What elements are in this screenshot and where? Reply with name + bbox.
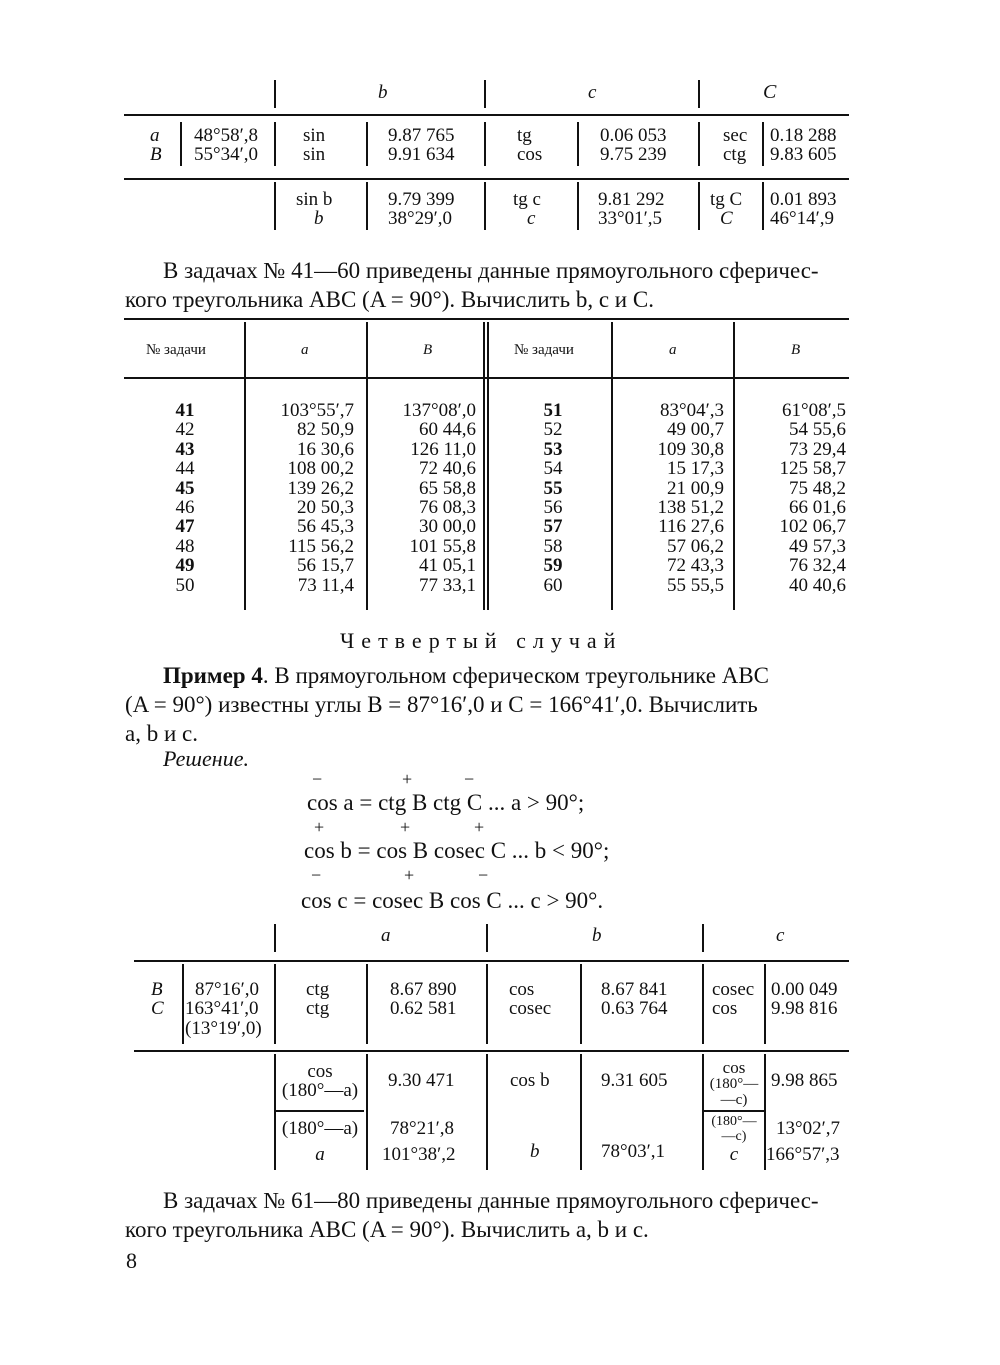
table3-fn-c bbox=[712, 980, 754, 1019]
table3-r2-fn-b: b bbox=[530, 1141, 540, 1162]
table2-cell: 58 bbox=[543, 535, 563, 557]
table2-cell: 46 bbox=[175, 497, 195, 519]
table3-r2-fn-c bbox=[704, 1114, 764, 1166]
table1-val: 0.06 053 bbox=[600, 125, 667, 146]
table3-header-divider bbox=[702, 924, 704, 952]
table1-res-fn: C bbox=[720, 208, 733, 230]
table2-header: a bbox=[301, 342, 309, 358]
example-line: a, b и c. bbox=[125, 721, 198, 746]
table2-cell: 59 bbox=[543, 555, 563, 577]
table2-cell: 52 bbox=[543, 419, 563, 441]
table1-res-fn-b bbox=[296, 190, 332, 229]
table1-val-b bbox=[388, 126, 455, 165]
table2-cell: 44 bbox=[175, 458, 195, 480]
table2-cell: 61°08′,5 bbox=[781, 400, 846, 421]
table3-rule bbox=[134, 960, 849, 962]
table2-cell: 51 bbox=[543, 400, 563, 421]
table3-r1-fn-c bbox=[704, 1060, 764, 1108]
table3-r1-val-c: 9.98 865 bbox=[771, 1070, 838, 1091]
table2-cell: 60 44,6 bbox=[419, 419, 476, 441]
table3-fn: cosec bbox=[509, 998, 552, 1020]
table2-cell: 56 45,3 bbox=[297, 516, 354, 538]
table2-cell: 49 57,3 bbox=[789, 535, 846, 557]
table2-divider bbox=[244, 322, 246, 610]
table1-angle: 55°34′,0 bbox=[194, 144, 259, 166]
sign-mark: + bbox=[474, 817, 485, 837]
table1-divider bbox=[484, 182, 486, 230]
table3-r1-fn-b: cos b bbox=[510, 1070, 550, 1091]
table3-header-c: c bbox=[776, 925, 785, 946]
table1-res-val: 9.79 399 bbox=[388, 189, 455, 210]
table2-cell: 56 15,7 bbox=[297, 555, 354, 577]
table3-fn: a bbox=[315, 1144, 325, 1165]
table2-header: B bbox=[791, 342, 801, 358]
table2-divider bbox=[366, 322, 368, 610]
table1-val-C bbox=[770, 126, 837, 165]
table1-divider bbox=[180, 122, 182, 166]
table3-r2-val-c bbox=[766, 1116, 840, 1168]
table3-fn: (180°— bbox=[709, 1076, 759, 1092]
page-number: 8 bbox=[126, 1248, 137, 1273]
table2-cell: 40 40,6 bbox=[789, 574, 846, 596]
table3-r1-val-b: 9.31 605 bbox=[601, 1070, 668, 1091]
table3-val: 101°38′,2 bbox=[382, 1144, 456, 1165]
table3-divider bbox=[182, 964, 184, 1044]
table2-rule bbox=[124, 318, 849, 320]
table2-cell: 50 bbox=[175, 574, 195, 596]
table3-divider bbox=[486, 1054, 488, 1170]
table2-cell: 47 bbox=[175, 516, 195, 538]
table3-r2-val-a bbox=[382, 1116, 456, 1168]
table1-res-val-C bbox=[770, 190, 837, 229]
table2-divider bbox=[483, 322, 485, 610]
table1-res-val: 38°29′,0 bbox=[388, 208, 453, 230]
table3-inner-rule bbox=[276, 1110, 364, 1112]
table3-val: 9.98 816 bbox=[771, 998, 838, 1020]
table1-res-val: 9.81 292 bbox=[598, 189, 665, 210]
table3-fn-b bbox=[509, 980, 551, 1019]
table3-val-b bbox=[601, 980, 668, 1019]
table1-divider bbox=[577, 122, 579, 166]
table1-header-divider bbox=[698, 80, 700, 108]
table1-res-fn: sin b bbox=[296, 189, 333, 210]
table3-val: 8.67 890 bbox=[390, 979, 457, 1000]
table3-fn: cos bbox=[712, 998, 738, 1020]
table2-cell: 102 06,7 bbox=[779, 516, 846, 538]
sign-mark: − bbox=[312, 769, 323, 789]
table1-fn: sin bbox=[303, 144, 326, 166]
table2-cell: 42 bbox=[175, 419, 195, 441]
table1-header-divider bbox=[484, 80, 486, 108]
table1-val: 0.18 288 bbox=[770, 125, 837, 146]
table2-cell: 54 bbox=[543, 458, 563, 480]
table2-divider bbox=[733, 322, 735, 610]
table2-cell: 137°08′,0 bbox=[402, 400, 476, 421]
table2-cell: 41 05,1 bbox=[419, 555, 476, 577]
table1-res-fn: b bbox=[314, 208, 324, 230]
table1-res-val-c bbox=[598, 190, 665, 229]
table3-r1-fn-a bbox=[276, 1062, 364, 1101]
table2-left-a bbox=[250, 401, 354, 595]
table1-res-fn-c bbox=[513, 190, 541, 229]
table3-fn: cos bbox=[509, 979, 535, 1000]
table2-cell: 57 bbox=[543, 516, 563, 538]
table2-header: a bbox=[669, 342, 677, 358]
table2-cell: 65 58,8 bbox=[419, 477, 476, 499]
table3-divider bbox=[580, 1054, 582, 1170]
table3-header-b: b bbox=[592, 925, 602, 946]
sign-mark: − bbox=[311, 865, 322, 885]
table3-val: 0.63 764 bbox=[601, 998, 668, 1020]
table1-val-c bbox=[600, 126, 667, 165]
table1-divider bbox=[484, 122, 486, 166]
table2-right-B bbox=[740, 401, 846, 595]
table2-cell: 103°55′,7 bbox=[280, 400, 354, 421]
table2-cell: 57 06,2 bbox=[667, 535, 724, 557]
table1-divider bbox=[698, 122, 700, 166]
table1-fn: cos bbox=[517, 144, 543, 166]
table2-cell: 75 48,2 bbox=[789, 477, 846, 499]
formula-line: cos c = cosec B cos C ... c > 90°. bbox=[301, 888, 604, 913]
table2-cell: 16 30,6 bbox=[297, 438, 354, 460]
task-intro-paragraph-2 bbox=[125, 1186, 819, 1244]
sign-mark: + bbox=[402, 769, 413, 789]
table3-fn: cosec bbox=[712, 979, 755, 1000]
table3-r2-fn-a bbox=[276, 1116, 364, 1168]
table2-cell: 45 bbox=[175, 477, 195, 499]
table3-divider bbox=[366, 1054, 368, 1170]
table3-label: C bbox=[151, 998, 164, 1020]
table1-res-val: 33°01′,5 bbox=[598, 208, 663, 230]
table2-cell: 73 29,4 bbox=[789, 438, 846, 460]
table2-cell: 77 33,1 bbox=[419, 574, 476, 596]
table3-val: 166°57′,3 bbox=[766, 1144, 840, 1165]
paragraph-line: В задачах № 61—80 приведены данные прямоугольного сферичес- bbox=[163, 1188, 819, 1213]
example-line: . В прямоугольном сферическом треугольнике ABC bbox=[262, 663, 770, 688]
table3-fn: cos bbox=[722, 1058, 746, 1077]
table2-cell: 109 30,8 bbox=[657, 438, 724, 460]
table1-res-val: 46°14′,9 bbox=[770, 208, 835, 230]
table3-header-divider bbox=[486, 924, 488, 952]
table1-fn-c bbox=[517, 126, 542, 165]
table2-cell: 55 55,5 bbox=[667, 574, 724, 596]
table1-fn-C bbox=[723, 126, 747, 165]
table3-val: 78°21′,8 bbox=[390, 1118, 455, 1139]
formula-line: cos b = cos B cosec C ... b < 90°; bbox=[304, 838, 610, 863]
table3-r2-val-b: 78°03′,1 bbox=[601, 1141, 666, 1162]
table3-header-a: a bbox=[381, 925, 391, 946]
table2-cell: 20 50,3 bbox=[297, 497, 354, 519]
table1-labels bbox=[150, 126, 162, 165]
table1-res-fn: tg C bbox=[710, 189, 743, 210]
table3-angle: (13°19′,0) bbox=[185, 1017, 262, 1039]
example-paragraph bbox=[125, 661, 770, 748]
table2-cell: 30 00,0 bbox=[419, 516, 476, 538]
task-intro-paragraph bbox=[125, 256, 819, 314]
paragraph-line: кого треугольника ABC (A = 90°). Вычислить b, c и C. bbox=[125, 287, 654, 312]
table1-val: 9.75 239 bbox=[600, 144, 667, 166]
table3-header-divider bbox=[274, 924, 276, 952]
table2-cell: 108 00,2 bbox=[287, 458, 354, 480]
table1-val: 9.87 765 bbox=[388, 125, 455, 146]
table3-fn: cos bbox=[307, 1061, 333, 1082]
table3-divider bbox=[580, 964, 582, 1044]
table3-divider bbox=[274, 964, 276, 1044]
table2-cell: 82 50,9 bbox=[297, 419, 354, 441]
table3-val: 0.62 581 bbox=[390, 998, 457, 1020]
table3-val: 13°02′,7 bbox=[776, 1118, 841, 1139]
table1-divider bbox=[366, 182, 368, 230]
table3-fn: ctg bbox=[306, 979, 330, 1000]
table3-angle: 163°41′,0 bbox=[185, 998, 259, 1020]
table3-val: 8.67 841 bbox=[601, 979, 668, 1000]
section-title: Четвертый случай bbox=[340, 628, 623, 653]
table2-cell: 126 11,0 bbox=[410, 438, 476, 460]
table1-label: B bbox=[150, 144, 162, 166]
table2-cell: 60 bbox=[543, 574, 563, 596]
table1-header-C: C bbox=[763, 81, 777, 103]
table1-divider bbox=[762, 122, 764, 166]
paragraph-line: В задачах № 41—60 приведены данные прямоугольного сферичес- bbox=[163, 258, 819, 283]
sign-mark: + bbox=[314, 817, 325, 837]
table3-labels bbox=[151, 980, 164, 1019]
table2-cell: 138 51,2 bbox=[657, 497, 724, 519]
table1-angles bbox=[194, 126, 258, 165]
sign-mark: − bbox=[478, 865, 489, 885]
table1-header-c: c bbox=[588, 82, 597, 103]
table2-cell: 48 bbox=[175, 535, 195, 557]
table3-rule bbox=[134, 1050, 849, 1052]
table2-right-nums bbox=[528, 401, 578, 595]
table2-cell: 55 bbox=[543, 477, 563, 499]
table2-cell: 76 08,3 bbox=[419, 497, 476, 519]
table1-divider bbox=[577, 182, 579, 230]
table2-cell: 73 11,4 bbox=[297, 574, 354, 596]
table2-left-nums bbox=[160, 401, 210, 595]
table1-res-fn: tg c bbox=[513, 189, 541, 210]
table3-divider bbox=[702, 964, 704, 1044]
table2-cell: 101 55,8 bbox=[409, 535, 476, 557]
table1-val: 9.83 605 bbox=[770, 144, 837, 166]
table2-cell: 125 58,7 bbox=[779, 458, 846, 480]
table2-cell: 56 bbox=[543, 497, 563, 519]
table1-divider bbox=[698, 182, 700, 230]
table3-fn: (180°— bbox=[711, 1114, 757, 1129]
table2-cell: 116 27,6 bbox=[658, 516, 724, 538]
table1-divider bbox=[762, 182, 764, 230]
example-line: (A = 90°) известны углы B = 87°16′,0 и C = 166°41′,0. Вычислить bbox=[125, 692, 758, 717]
table2-cell: 115 56,2 bbox=[288, 535, 354, 557]
table2-divider bbox=[611, 322, 613, 610]
table3-fn: (180°—a) bbox=[281, 1080, 359, 1102]
sign-mark: + bbox=[404, 865, 415, 885]
table1-header-divider bbox=[274, 80, 276, 108]
table2-cell: 54 55,6 bbox=[789, 419, 846, 441]
table1-divider bbox=[274, 182, 276, 230]
solution-label: Решение. bbox=[163, 746, 249, 771]
table3-divider bbox=[486, 964, 488, 1044]
table3-fn: (180°—a) bbox=[281, 1118, 359, 1139]
table1-fn: sin bbox=[303, 125, 326, 146]
table2-cell: 15 17,3 bbox=[667, 458, 724, 480]
table1-res-fn-C bbox=[710, 190, 742, 229]
table3-r1-val-a: 9.30 471 bbox=[388, 1070, 455, 1091]
table1-rule bbox=[124, 178, 849, 180]
table2-divider bbox=[487, 322, 489, 610]
table2-cell: 139 26,2 bbox=[287, 477, 354, 499]
table3-angles bbox=[185, 980, 262, 1038]
table1-fn-b bbox=[303, 126, 325, 165]
example-label: Пример 4 bbox=[163, 663, 263, 688]
table1-res-fn: c bbox=[527, 208, 536, 230]
table3-fn: —c) bbox=[720, 1092, 748, 1108]
table1-val: 9.91 634 bbox=[388, 144, 455, 166]
table3-val-a bbox=[390, 980, 457, 1019]
table2-cell: 49 00,7 bbox=[667, 419, 724, 441]
table1-header-b: b bbox=[378, 82, 388, 103]
table3-fn: c bbox=[729, 1144, 739, 1165]
table3-fn: ctg bbox=[306, 998, 330, 1020]
table3-divider bbox=[764, 964, 766, 1044]
table2-header: B bbox=[423, 342, 433, 358]
table3-val: 0.00 049 bbox=[771, 979, 838, 1000]
table2-left-B bbox=[372, 401, 476, 595]
table3-fn: —c) bbox=[721, 1129, 747, 1144]
table2-cell: 76 32,4 bbox=[789, 555, 846, 577]
table2-right-a bbox=[618, 401, 724, 595]
table2-cell: 41 bbox=[175, 400, 195, 421]
formula-line: cos a = ctg B ctg C ... a > 90°; bbox=[307, 790, 585, 815]
table3-inner-rule bbox=[704, 1110, 764, 1112]
table2-cell: 21 00,9 bbox=[667, 477, 724, 499]
table1-res-val: 0.01 893 bbox=[770, 189, 837, 210]
table2-header: № задачи bbox=[146, 342, 206, 358]
table3-label: B bbox=[151, 979, 163, 1000]
table1-fn: sec bbox=[723, 125, 748, 146]
table2-cell: 66 01,6 bbox=[789, 497, 846, 519]
table1-fn: ctg bbox=[723, 144, 747, 166]
table1-divider bbox=[274, 122, 276, 166]
table3-angle: 87°16′,0 bbox=[195, 979, 260, 1000]
table2-cell: 83°04′,3 bbox=[659, 400, 724, 421]
table2-cell: 72 40,6 bbox=[419, 458, 476, 480]
table2-cell: 53 bbox=[543, 438, 563, 460]
table3-divider bbox=[366, 964, 368, 1044]
table1-fn: tg bbox=[517, 125, 532, 146]
table1-label: a bbox=[150, 125, 160, 146]
paragraph-line: кого треугольника ABC (A = 90°). Вычислить a, b и c. bbox=[125, 1217, 649, 1242]
table1-divider bbox=[366, 122, 368, 166]
table1-res-val-b bbox=[388, 190, 455, 229]
table2-header: № задачи bbox=[514, 342, 574, 358]
sign-mark: − bbox=[464, 769, 475, 789]
table2-cell: 43 bbox=[175, 438, 195, 460]
table3-val-c bbox=[771, 980, 838, 1019]
table1-angle: 48°58′,8 bbox=[194, 125, 259, 146]
sign-mark: + bbox=[400, 817, 411, 837]
table2-cell: 72 43,3 bbox=[667, 555, 724, 577]
table2-cell: 49 bbox=[175, 555, 195, 577]
table1-rule bbox=[124, 114, 849, 116]
table3-fn-a bbox=[306, 980, 329, 1019]
